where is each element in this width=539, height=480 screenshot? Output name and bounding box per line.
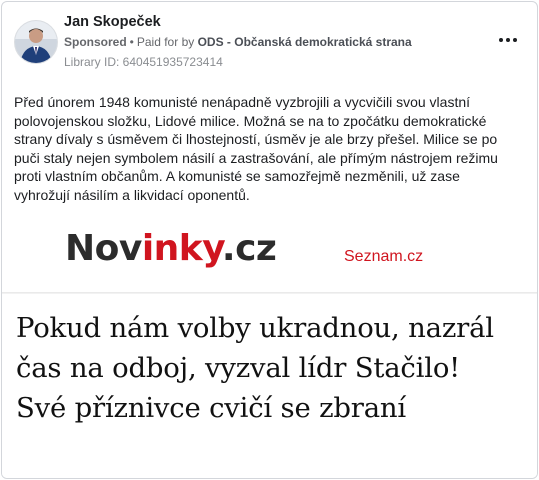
article-headline xyxy=(16,308,531,428)
ad-card xyxy=(1,1,538,479)
media-divider xyxy=(2,292,537,294)
paid-for-prefix: Paid for by xyxy=(136,35,195,49)
headline-line: Pokud nám volby ukradnou, nazrál xyxy=(16,312,494,344)
author-name[interactable]: Jan Skopeček xyxy=(64,14,161,30)
logo-part-cz: .cz xyxy=(221,228,277,269)
headline-line: čas na odboj, vyzval lídr Stačilo! xyxy=(16,352,461,384)
payer-name[interactable]: ODS - Občanská demokratická strana xyxy=(197,35,412,49)
meta-separator: • xyxy=(129,35,134,49)
ad-media-image[interactable] xyxy=(2,216,537,478)
avatar[interactable] xyxy=(14,20,58,64)
library-id: Library ID: 640451935723414 xyxy=(64,55,223,69)
headline-line: Své příznivce cvičí se zbraní xyxy=(16,392,407,424)
post-text: Před únorem 1948 komunisté nenápadně vyzbrojili a vycvičili svou vlastní polovojenskou složku, Lidové milice. Možná se na to zpočátku demokratické strany dívaly s úsměvem či lhostejností, úsměv je ale brzy přešel. Milice se po puči staly nejen symbolem násilí a zastrašování, ale přímým nástrojem režimu proti vlastním občanům. A komunisté se samozřejmě nezměnili, už zase vyhrožují násilím a likvidací oponentů. xyxy=(14,94,498,203)
novinky-logo xyxy=(65,228,276,269)
sponsored-meta xyxy=(64,35,412,49)
more-horizontal-icon xyxy=(495,30,521,50)
more-options-button[interactable] xyxy=(495,30,521,50)
logo-band xyxy=(2,216,537,292)
logo-part-inky: inky xyxy=(141,228,222,269)
logo-part-nov: Nov xyxy=(65,228,142,269)
avatar-photo xyxy=(15,21,57,63)
sponsored-label: Sponsored xyxy=(64,35,127,49)
post-header xyxy=(2,2,537,72)
seznam-logo: Seznam.cz xyxy=(344,248,424,265)
